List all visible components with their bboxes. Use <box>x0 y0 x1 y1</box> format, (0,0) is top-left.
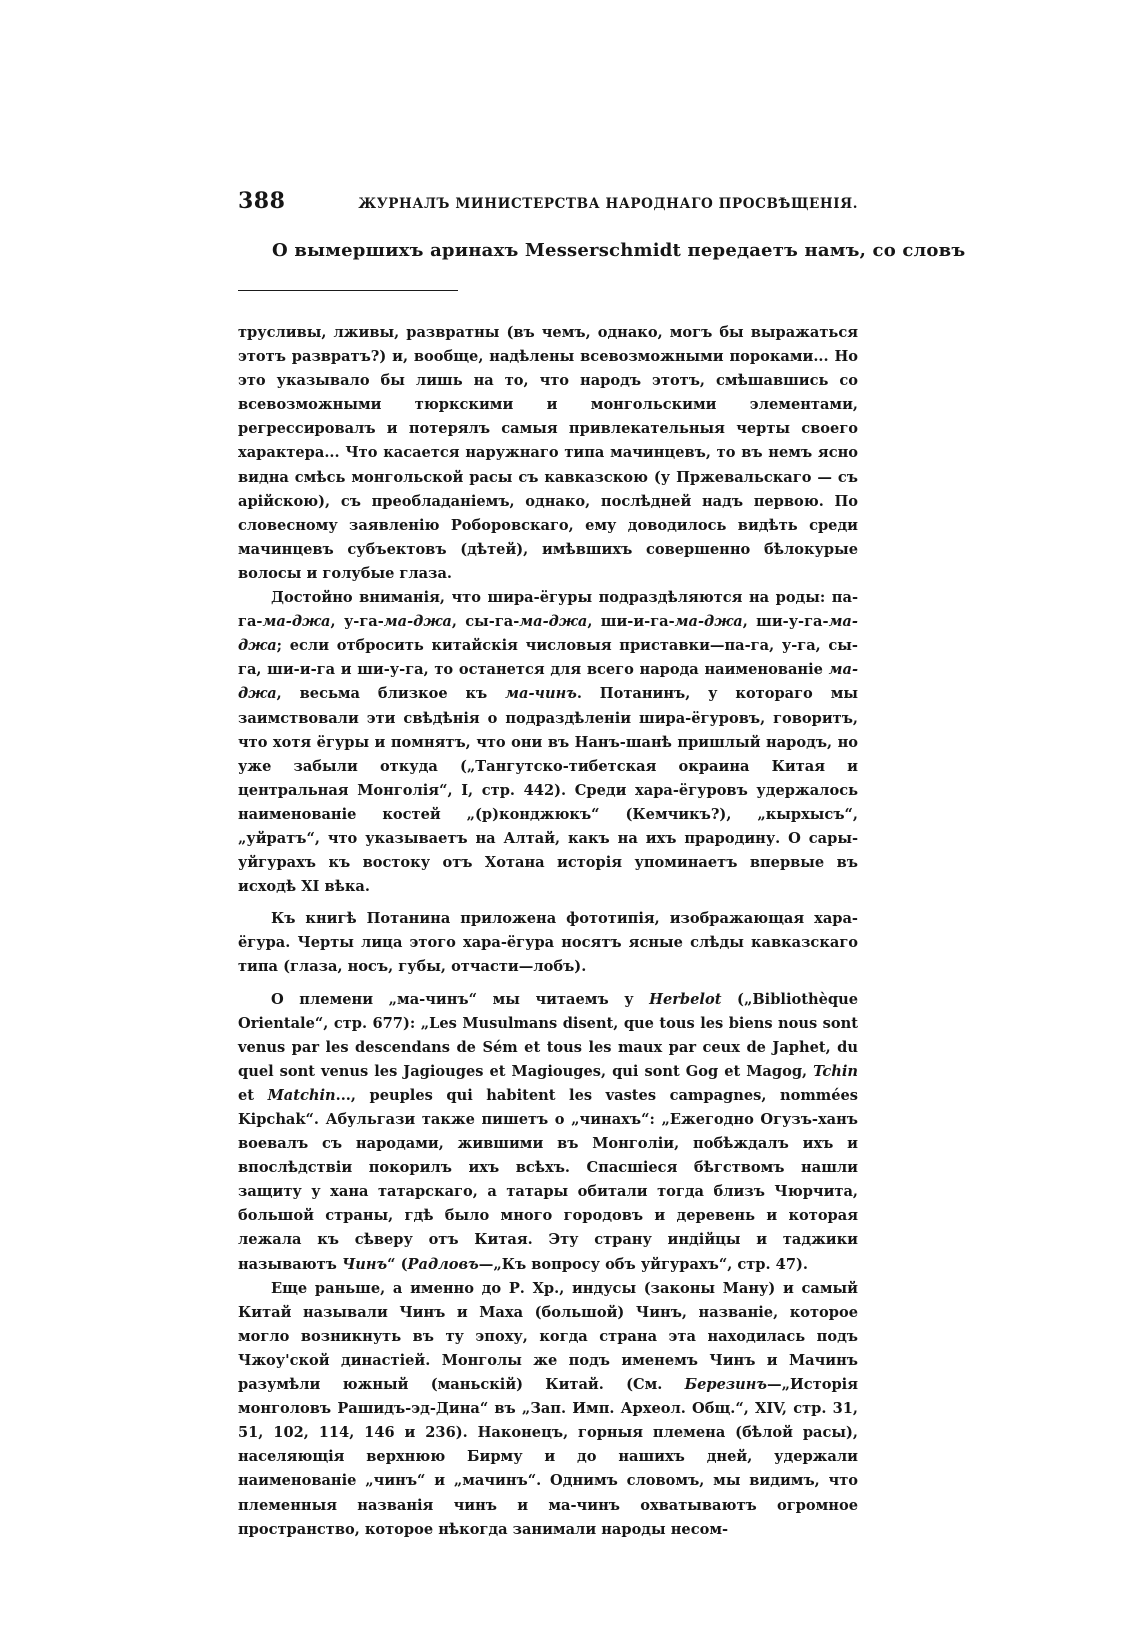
italic-run: Herbelot <box>649 990 722 1008</box>
italic-run: ма-джа <box>674 613 743 631</box>
text-run: ; если отбросить китайскія числовыя приставки—па-га, у-га, сы-га, ши-и-га и ши-у-га, то останется для всего народа наименованіе <box>238 637 858 679</box>
text-run: („Bibliothèque Orientale“, стр. 677): „Les Musulmans disent, que tous les biens nous sont venus par les descendans de Sém et tous les maux par ceux de Japhet, du quel sont venus les Jagiouges et Magiouges, qui sont Gog et Magog, <box>238 990 858 1080</box>
italic-run: ма-джа <box>238 613 858 655</box>
footnote-block <box>238 321 858 1542</box>
text-run: , у-га- <box>330 613 384 631</box>
footnote-divider <box>238 290 458 291</box>
text-run: , сы-га- <box>451 613 520 631</box>
italic-run: ма-джа <box>238 661 858 703</box>
italic-run: Радловъ <box>407 1255 479 1273</box>
text-run: Еще раньше, а именно до Р. Хр., индусы (законы Ману) и самый Китай называли Чинъ и Маха (большой) Чинъ, названіе, которое могло возникнуть въ ту эпоху, когда страна эта находилась подъ Чжоу'ской династіей. Монголы же подъ именемъ Чинъ и Мачинъ разумѣли южный (маньскій) Китай. (См. <box>238 1279 858 1394</box>
footnote-paragraph-2 <box>238 586 858 899</box>
running-title: ЖУРНАЛЪ МИНИСТЕРСТВА НАРОДНАГО ПРОСВѢЩЕНІЯ. <box>358 196 858 212</box>
main-text-line: О вымершихъ аринахъ Messerschmidt передаетъ намъ, со словъ <box>272 240 966 261</box>
italic-run: ма-джа <box>262 613 331 631</box>
italic-run: Tchin <box>813 1062 858 1080</box>
page-number: 388 <box>238 188 286 214</box>
italic-run: ма-чинъ <box>505 685 577 703</box>
text-run: Достойно вниманія, что шира-ёгуры подраздѣляются на роды: па-га- <box>238 589 858 631</box>
italic-run: Matchin <box>267 1086 336 1104</box>
text-run: “ ( <box>387 1255 408 1273</box>
text-run: , весьма близкое къ <box>276 685 506 703</box>
text-run: О племени „ма-чинъ“ мы читаемъ у <box>271 990 650 1008</box>
text-run: . Потанинъ, у котораго мы заимствовали эти свѣдѣнія о подраздѣленіи шира-ёгуровъ, говоритъ, что хотя ёгуры и помнятъ, что они въ Нанъ-шанѣ пришлый народъ, но уже забыли откуда („Тангутско-тибетская окраина Китая и центральная Монголія“, I, стр. 442). Среди хара-ёгуровъ удержалось наименованіе костей „(р)конджюкъ“ (Кемчикъ?), „кырхысъ“, „уйратъ“, что указываетъ на Алтай, какъ на ихъ прародину. О сары-уйгурахъ къ востоку отъ Хотана исторія упоминаетъ впервые въ исходѣ XI вѣка. <box>238 685 858 896</box>
text-run: , ши-у-га- <box>742 613 829 631</box>
italic-run: ма-джа <box>383 613 452 631</box>
footnote-paragraph-1: трусливы, лживы, развратны (въ чемъ, однако, могъ бы выражаться этотъ развратъ?) и, вообще, надѣлены всевозможными пороками... Но это указывало бы лишь на то, что народъ этотъ, смѣшавшись со всевозможными тюркскими и монгольскими элементами, регрессировалъ и потерялъ самыя привлекательныя черты своего характера... Что касается наружнаго типа мачинцевъ, то въ немъ ясно видна смѣсь монгольской расы съ кавказскою (у Пржевальскаго — съ арійскою), съ преобладаніемъ, однако, послѣдней надъ первою. По словесному заявленію Роборовскаго, ему доводилось видѣть среди мачинцевъ субъектовъ (дѣтей), имѣвшихъ совершенно бѣлокурые волосы и голубые глаза. <box>238 324 858 582</box>
footnote-paragraph-3: Къ книгѣ Потанина приложена фототипія, изображающая хара-ёгура. Черты лица этого хара-ёгура носятъ ясные слѣды кавказскаго типа (глаза, носъ, губы, отчасти—лобъ). <box>238 910 858 976</box>
text-run: —„Исторія монголовъ Рашидъ-эд-Дина“ въ „Зап. Имп. Археол. Общ.“, XIV, стр. 31, 51, 102, 114, 146 и 236). Наконецъ, горныя племена (бѣлой расы), населяющія верхнюю Бирму и до нашихъ дней, удержали наименованіе „чинъ“ и „мачинъ“. Однимъ словомъ, мы видимъ, что племенныя названія чинъ и ма-чинъ охватываютъ огромное пространство, которое нѣкогда занимали народы несом- <box>238 1376 858 1538</box>
text-run: et <box>238 1086 268 1104</box>
text-run: ..., peuples qui habitent les vastes campagnes, nommées Kipchak“. Абульгази также пишетъ о „чинахъ“: „Ежегодно Огузъ-ханъ воевалъ съ народами, жившими въ Монголіи, побѣждалъ ихъ и впослѣдствіи покорилъ ихъ всѣхъ. Спасшіеся бѣгствомъ нашли защиту у хана татарскаго, а татары обитали тогда близъ Чюрчита, большой страны, гдѣ было много городовъ и деревень и которая лежала къ сѣверу отъ Китая. Эту страну индійцы и таджики называютъ <box>238 1086 858 1273</box>
italic-run: Березинъ <box>684 1376 768 1394</box>
footnote-paragraph-4 <box>238 988 858 1277</box>
page-header <box>238 188 858 214</box>
text-run: —„Къ вопросу объ уйгурахъ“, стр. 47). <box>478 1255 808 1273</box>
footnote-paragraph-5 <box>238 1277 858 1542</box>
italic-run: Чинъ <box>341 1255 388 1273</box>
italic-run: ма-джа <box>519 613 588 631</box>
text-run: , ши-и-га- <box>587 613 675 631</box>
